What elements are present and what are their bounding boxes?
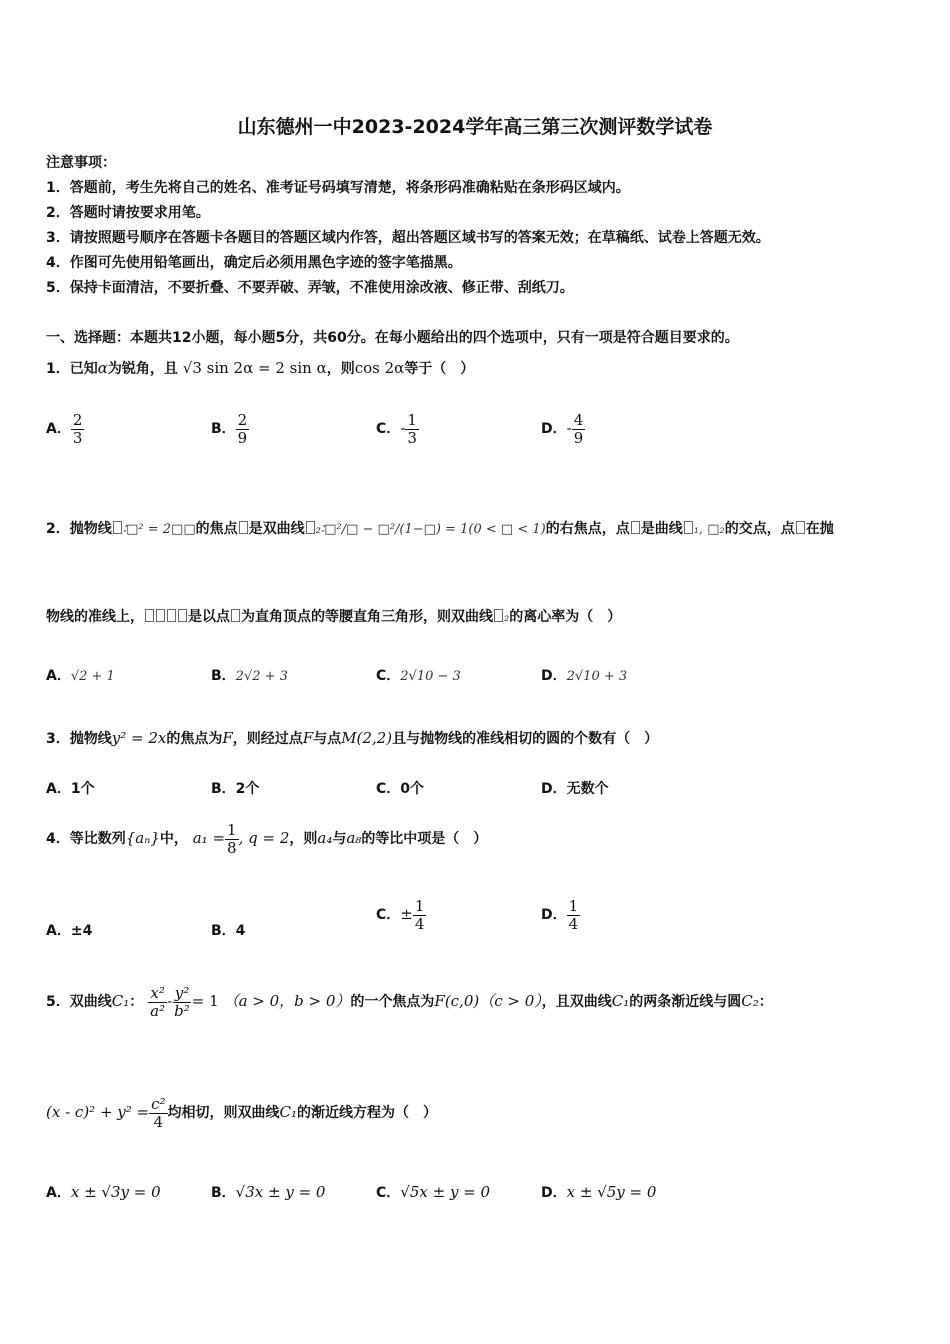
question-3: 3．抛物线y² = 2x的焦点为F，则经过点F与点M(2,2)且与抛物线的准线相切的圆的个数有（ ） — [46, 729, 659, 747]
q5-option-a[interactable]: A．x ± √3y = 0 — [46, 1183, 161, 1201]
q3-option-a[interactable]: A．1个 — [46, 781, 95, 797]
question-5-line-2: (x - c)² + y² = $\frac{\text{c²}}{4}$ 均相切，则双曲线C₁的渐近线方程为（ ） — [46, 1095, 438, 1131]
note-item-4: 4．作图可先使用铅笔画出，确定后必须用黑色字迹的签字笔描黑。 — [46, 255, 462, 271]
alpha-symbol: α — [97, 359, 108, 377]
q1-option-d[interactable]: D．- $\frac{4}{9}$ — [541, 411, 584, 447]
q3-option-c[interactable]: C．0个 — [376, 781, 425, 797]
q4-option-b[interactable]: B．4 — [211, 923, 246, 939]
q1-equation: √3 sin 2α = 2 sin α — [182, 359, 327, 377]
question-1: 1．已知α为锐角，且 √3 sin 2α = 2 sin α，则cos 2α等于（ ） — [46, 359, 475, 377]
question-2: 2．抛物线 ∶□² = 2□□的焦点 是双曲线 ₂∶□²/□ − □²/(1−□) = 1(0 < □ < 1)的右焦点，点 是曲线 ₁, □₂的交点，点 在抛 — [46, 521, 834, 537]
page-title: 山东德州一中2023-2024学年高三第三次测评数学试卷 — [237, 116, 713, 138]
question-2-line-2: 物线的准线上， 是以点 为直角顶点的等腰直角三角形，则双曲线 ₂的离心率为（ ） — [46, 609, 622, 625]
note-item-3: 3．请按照题号顺序在答题卡各题目的答题区域内作答，超出答题区域书写的答案无效；在草稿纸、试卷上答题无效。 — [46, 230, 770, 246]
note-item-2: 2．答题时请按要求用笔。 — [46, 205, 210, 221]
note-item-1: 1．答题前，考生先将自己的姓名、准考证号码填写清楚，将条形码准确粘贴在条形码区域内。 — [46, 180, 630, 196]
q1-option-c[interactable]: C．- $\frac{1}{3}$ — [376, 411, 417, 447]
notes-heading: 注意事项： — [46, 155, 116, 171]
section-heading: 一、选择题：本题共12小题，每小题5分，共60分。在每小题给出的四个选项中，只有一项是符合题目要求的。 — [46, 330, 739, 346]
q1-cos: cos 2α — [354, 359, 405, 377]
q2-option-d[interactable]: D．2√10 + 3 — [541, 668, 628, 684]
q1-option-b[interactable]: B． $\frac{2}{9}$ — [211, 411, 248, 447]
q3-option-b[interactable]: B．2个 — [211, 781, 260, 797]
q2-option-a[interactable]: A．√2 + 1 — [46, 668, 115, 684]
q4-option-d[interactable]: D． $\frac{1}{4}$ — [541, 897, 579, 933]
question-5: 5．双曲线C₁： $\frac{\text{x²}}{\text{a²}}$ - $\frac{\text{y²}}{\text{b²}}$ = 1 （a > 0，b > 0）的一个焦点为F(c,0)（c > 0），且双曲线C₁的两条渐近线与圆C₂： — [46, 984, 773, 1020]
q4-option-c[interactable]: C．± $\frac{1}{4}$ — [376, 897, 425, 933]
q5-option-d[interactable]: D．x ± √5y = 0 — [541, 1183, 657, 1201]
q1-option-a[interactable]: A． $\frac{2}{3}$ — [46, 411, 83, 447]
question-4: 4．等比数列{aₙ}中， a₁ = $\frac{1}{8}$ , q = 2，则a₄与a₈的等比中项是（ ） — [46, 821, 488, 857]
q2-option-b[interactable]: B．2√2 + 3 — [211, 668, 288, 684]
note-item-5: 5．保持卡面清洁，不要折叠、不要弄破、弄皱，不准使用涂改液、修正带、刮纸刀。 — [46, 280, 574, 296]
q5-option-b[interactable]: B．√3x ± y = 0 — [211, 1183, 326, 1201]
q3-option-d[interactable]: D．无数个 — [541, 781, 609, 797]
q4-option-a[interactable]: A．±4 — [46, 923, 93, 939]
q2-option-c[interactable]: C．2√10 − 3 — [376, 668, 461, 684]
q5-option-c[interactable]: C．√5x ± y = 0 — [376, 1183, 491, 1201]
